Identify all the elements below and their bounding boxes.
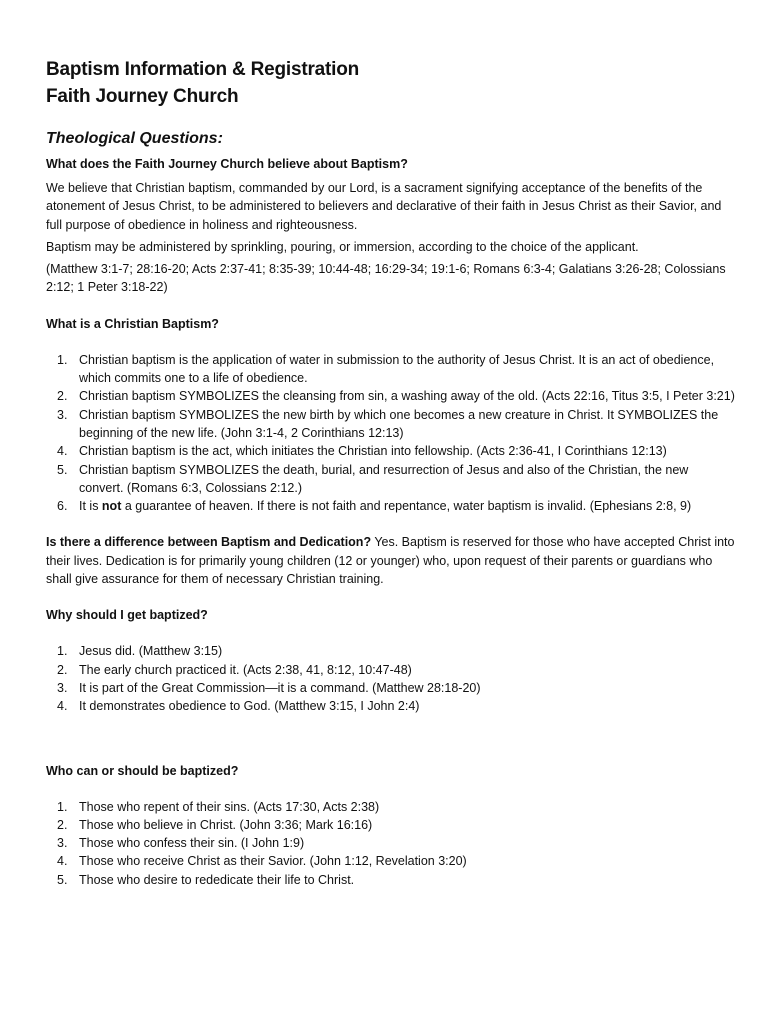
belief-paragraph: We believe that Christian baptism, commanded by our Lord, is a sacrament signifying acceptance of the benefits of the atonement of Jesus Christ, to be administered to believers and declarative of their faith in Jesus Christ as their Savior, and full purpose of obedience in holiness and righteousness. [46, 181, 722, 232]
list-item: 1. Christian baptism is the application of water in submission to the authority of Jesus Christ. It is an act of obedience, which commits one to a life of obedience. [57, 352, 715, 386]
list-item: 4. Christian baptism is the act, which initiates the Christian into fellowship. (Acts 2:36-41, I Corinthians 12:13) [57, 444, 667, 459]
difference-paragraph [46, 533, 736, 588]
list-item: 5. Christian baptism SYMBOLIZES the death, burial, and resurrection of Jesus and also of the Christian, the new convert. (Romans 6:3, Colossians 2:12.) [57, 462, 689, 495]
what-is-question: What is a Christian Baptism? [46, 316, 219, 331]
list-item: 1. Those who repent of their sins. (Acts 17:30, Acts 2:38) [57, 799, 380, 814]
list-item: 2. Those who believe in Christ. (John 3:36; Mark 16:16) [57, 817, 373, 832]
list-item: 4. Those who receive Christ as their Savior. (John 1:12, Revelation 3:20) [57, 854, 467, 869]
scripture-references: (Matthew 3:1-7; 28:16-20; Acts 2:37-41; 8:35-39; 10:44-48; 16:29-34; 19:1-6; Romans 6:3-4; Galatians 3:26-28; Colossians 2:12; 1 Peter 3:18-22) [46, 262, 726, 295]
list-item: 3. It is part of the Great Commission—it is a command. (Matthew 28:18-20) [57, 680, 481, 695]
title-line-2: Faith Journey Church [46, 86, 239, 107]
document-page [46, 56, 736, 889]
list-item: 1. Jesus did. (Matthew 3:15) [57, 644, 223, 659]
title-line-1: Baptism Information & Registration [46, 59, 360, 80]
who-list [46, 798, 736, 889]
list-item: 4. It demonstrates obedience to God. (Matthew 3:15, I John 2:4) [57, 699, 420, 714]
list-item: 2. Christian baptism SYMBOLIZES the cleansing from sin, a washing away of the old. (Acts 22:16, Titus 3:5, I Peter 3:21) [57, 389, 735, 404]
difference-answer: Yes. Baptism is reserved for those who have accepted Christ into their lives. Dedication is for primarily young children (12 or younger) who, upon request of their parents or guardians who shall give assurance for them of necessary Christian training. [46, 535, 735, 587]
theological-heading: Theological Questions: [46, 130, 223, 147]
administration-paragraph: Baptism may be administered by sprinkling, pouring, or immersion, according to the choice of the applicant. [46, 239, 639, 254]
list-item: 5. Those who desire to rededicate their life to Christ. [57, 872, 355, 887]
list-item: 3. Christian baptism SYMBOLIZES the new birth by which one becomes a new creature in Christ. It SYMBOLIZES the beginning of the new life. (John 3:1-4, 2 Corinthians 12:13) [57, 407, 719, 440]
why-question: Why should I get baptized? [46, 608, 208, 623]
why-list [46, 642, 736, 715]
list-item: 6. It is not a guarantee of heaven. If there is not faith and repentance, water baptism is invalid. (Ephesians 2:8, 9) [57, 499, 692, 514]
difference-question: Is there a difference between Baptism and Dedication? [46, 535, 372, 550]
what-is-list [46, 351, 736, 516]
document-title [46, 56, 736, 110]
belief-question: What does the Faith Journey Church believe about Baptism? [46, 157, 408, 171]
who-question: Who can or should be baptized? [46, 763, 239, 778]
list-item: 3. Those who confess their sin. (I John 1:9) [57, 836, 305, 851]
list-item: 2. The early church practiced it. (Acts 2:38, 41, 8:12, 10:47-48) [57, 662, 412, 677]
